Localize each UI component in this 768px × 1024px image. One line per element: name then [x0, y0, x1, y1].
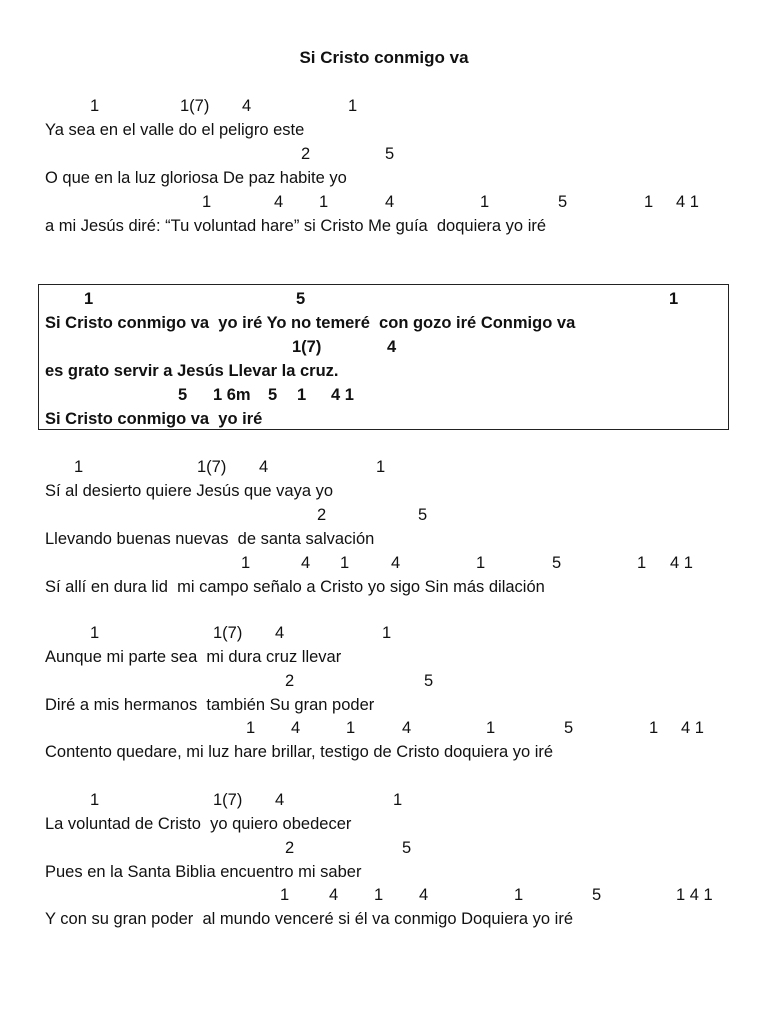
chord: 5 [552, 554, 562, 572]
chord: 1 [74, 458, 84, 476]
chord: 4 [275, 624, 285, 642]
chord: 1(7) [292, 338, 322, 356]
chord: 1 [246, 719, 256, 737]
chord: 4 [329, 886, 339, 904]
chord: 1 [376, 458, 386, 476]
chord: 4 1 [681, 719, 704, 737]
chord: 4 1 [670, 554, 693, 572]
lyric-line: Llevando buenas nuevas de santa salvación [45, 530, 375, 548]
chord: 4 [274, 193, 284, 211]
chord: 1(7) [213, 791, 243, 809]
chord: 4 [275, 791, 285, 809]
chord: 1 [90, 97, 100, 115]
lyric-line: O que en la luz gloriosa De paz habite yo [45, 169, 347, 187]
chord: 1 [669, 290, 679, 308]
chord: 1(7) [213, 624, 243, 642]
chord: 1 [486, 719, 496, 737]
chord: 1(7) [197, 458, 227, 476]
chord: 5 [178, 386, 188, 404]
chord: 4 [385, 193, 395, 211]
lyric-line: La voluntad de Cristo yo quiero obedecer [45, 815, 352, 833]
chord: 5 [564, 719, 574, 737]
chord: 4 [419, 886, 429, 904]
chord: 1 6m [213, 386, 251, 404]
lyric-line: Pues en la Santa Biblia encuentro mi saber [45, 863, 362, 881]
chord: 5 [385, 145, 395, 163]
chord: 2 [285, 672, 295, 690]
chord: 1 [346, 719, 356, 737]
chord: 5 [268, 386, 278, 404]
song-title: Si Cristo conmigo va [299, 48, 469, 67]
chord: 5 [558, 193, 568, 211]
chord: 5 [296, 290, 306, 308]
chord: 4 [301, 554, 311, 572]
chord: 1 [340, 554, 350, 572]
chord: 1 [514, 886, 524, 904]
chord: 4 1 [676, 193, 699, 211]
chord: 4 [242, 97, 252, 115]
chord: 1 [348, 97, 358, 115]
chord: 1 [280, 886, 290, 904]
chord: 1 [649, 719, 659, 737]
chord: 4 [391, 554, 401, 572]
chord: 1 [319, 193, 329, 211]
chord: 5 [424, 672, 434, 690]
lyric-line: Sí al desierto quiere Jesús que vaya yo [45, 482, 334, 500]
lyric-line: a mi Jesús diré: “Tu voluntad hare” si Cristo Me guía doquiera yo iré [45, 217, 547, 235]
chord: 4 [291, 719, 301, 737]
chord: 1(7) [180, 97, 210, 115]
chord: 1 [382, 624, 392, 642]
chord: 1 [202, 193, 212, 211]
chorus-lyric-line: Si Cristo conmigo va yo iré [45, 410, 263, 428]
chord: 1 [84, 290, 94, 308]
lyric-line: Ya sea en el valle do el peligro este [45, 121, 305, 139]
chord: 4 [387, 338, 397, 356]
chord: 2 [285, 839, 295, 857]
chord: 4 [259, 458, 269, 476]
chord: 1 [480, 193, 490, 211]
chord: 2 [301, 145, 311, 163]
chord: 2 [317, 506, 327, 524]
chord: 1 [90, 624, 100, 642]
chord: 1 [637, 554, 647, 572]
chorus-lyric-line: es grato servir a Jesús Llevar la cruz. [45, 362, 339, 380]
lyric-line: Aunque mi parte sea mi dura cruz llevar [45, 648, 342, 666]
chord: 4 1 [331, 386, 354, 404]
chord: 1 [241, 554, 251, 572]
chord: 1 [90, 791, 100, 809]
chord: 5 [592, 886, 602, 904]
chord: 4 [402, 719, 412, 737]
chord: 1 [374, 886, 384, 904]
lyric-line: Sí allí en dura lid mi campo señalo a Cristo yo sigo Sin más dilación [45, 578, 545, 596]
chord: 1 4 1 [676, 886, 713, 904]
chord: 5 [418, 506, 428, 524]
chord: 1 [393, 791, 403, 809]
chorus-lyric-line: Si Cristo conmigo va yo iré Yo no temeré con gozo iré Conmigo va [45, 314, 576, 332]
lyric-line: Diré a mis hermanos también Su gran poder [45, 696, 375, 714]
lyric-line: Y con su gran poder al mundo venceré si él va conmigo Doquiera yo iré [45, 910, 573, 928]
lyric-line: Contento quedare, mi luz hare brillar, testigo de Cristo doquiera yo iré [45, 743, 554, 761]
chord: 1 [297, 386, 307, 404]
chord: 1 [476, 554, 486, 572]
chord: 5 [402, 839, 412, 857]
chord: 1 [644, 193, 654, 211]
